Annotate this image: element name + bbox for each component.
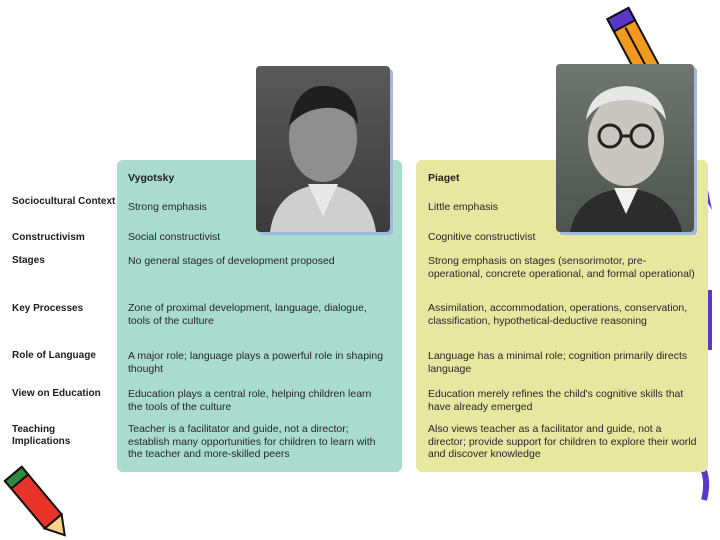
vygotsky-cell-constructivism: Social constructivist — [128, 231, 221, 243]
vygotsky-cell-stages: No general stages of development proposed — [128, 255, 335, 267]
vygotsky-cell-view-on-education: Education plays a central role, helping children learn the tools of the culture — [128, 388, 372, 413]
piaget-cell-role-of-language: Language has a minimal role; cognition primarily directs language — [428, 350, 688, 375]
row-label-constructivism: Constructivism — [12, 232, 85, 243]
piaget-cell-constructivism: Cognitive constructivist — [428, 231, 536, 243]
piaget-cell-teaching-implications: Also views teacher as a facilitator and guide, not a director; provide support for children to explore their world and discover knowledge — [428, 423, 697, 460]
piaget-cell-stages: Strong emphasis on stages (sensorimotor, pre-operational, concrete operational, and formal operational) — [428, 255, 695, 280]
vygotsky-cell-teaching-implications: Teacher is a facilitator and guide, not a director; establish many opportunities for children to learn with the teacher and more-skilled peers — [128, 423, 376, 460]
row-label-role-of-language: Role of Language — [12, 350, 96, 361]
row-label-teaching-implications: Teaching Implications — [12, 424, 71, 447]
vygotsky-column-header: Vygotsky — [128, 172, 175, 184]
row-label-stages: Stages — [12, 255, 45, 266]
piaget-cell-key-processes: Assimilation, accommodation, operations, conservation, classification, hypothetical-deductive reasoning — [428, 302, 688, 327]
row-label-key-processes: Key Processes — [12, 303, 84, 314]
vygotsky-cell-role-of-language: A major role; language plays a powerful role in shaping thought — [128, 350, 384, 375]
piaget-cell-sociocultural-context: Little emphasis — [428, 201, 499, 213]
row-label-sociocultural-context: Sociocultural Context — [12, 196, 116, 207]
vygotsky-cell-key-processes: Zone of proximal development, language, dialogue, tools of the culture — [128, 302, 367, 327]
piaget-cell-view-on-education: Education merely refines the child's cognitive skills that have already emerged — [428, 388, 684, 413]
pencil-bottom-left-icon — [0, 448, 90, 538]
vygotsky-cell-sociocultural-context: Strong emphasis — [128, 201, 207, 213]
row-label-view-on-education: View on Education — [12, 388, 101, 399]
piaget-column-header: Piaget — [428, 172, 460, 184]
